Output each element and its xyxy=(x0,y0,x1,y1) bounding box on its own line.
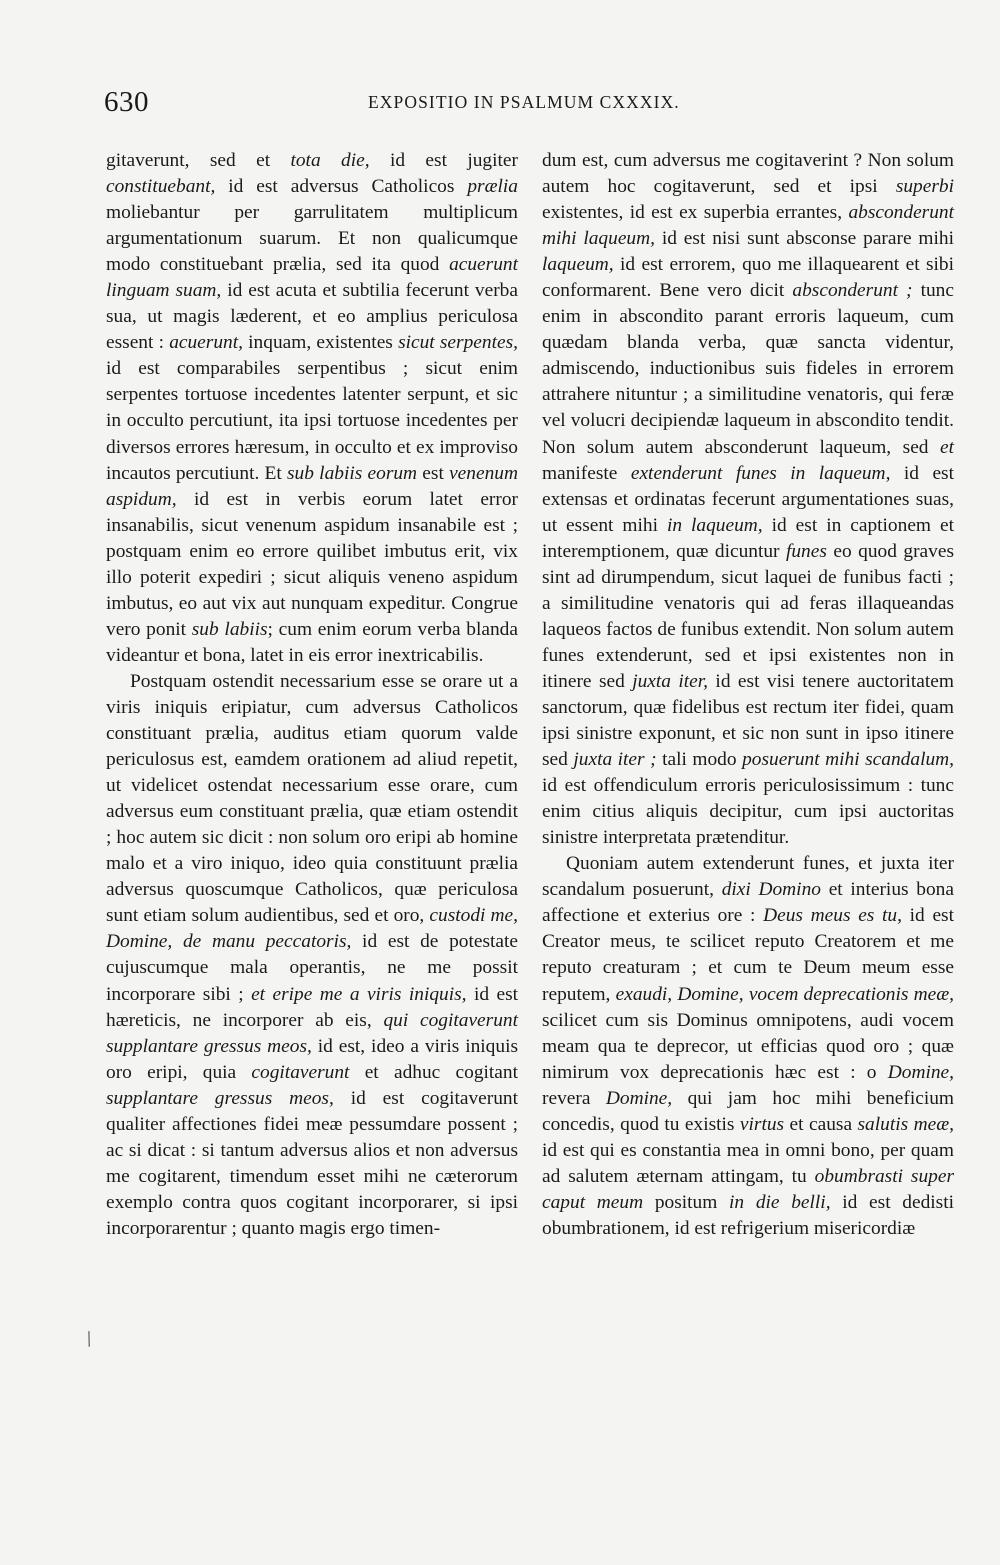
text-run: gitaverunt, sed et xyxy=(106,150,291,171)
italic-run: extenderunt funes in laqueum, xyxy=(630,462,891,484)
italic-run: juxta iter, xyxy=(632,670,709,692)
italic-run: Deus meus es tu, xyxy=(763,905,902,927)
text-run: manifeste xyxy=(542,462,631,484)
italic-run: constituebant, xyxy=(106,176,216,198)
italic-run: prælia xyxy=(467,176,518,198)
text-run: scilicet cum sis Dominus omnipotens, audi vocem meam qua te deprecor, ut efficias quod oro ; quæ nimirum vox deprecationis hæc est : o xyxy=(542,1009,954,1083)
paragraph xyxy=(106,669,518,1242)
text-run: qui jam hoc mihi beneficium concedis, quod tu existis xyxy=(542,1087,954,1135)
text-run: id est jugiter xyxy=(369,150,518,171)
text-run: id est acuta et subtilia fecerunt verba sua, ut magis læderent, et eo amplius periculosa essent : xyxy=(106,280,518,354)
italic-run: qui cogitaverunt supplantare gressus meos, xyxy=(106,1009,518,1057)
text-run: dum est, cum adversus me cogitaverint ? Non solum autem hoc cogitaverunt, sed et ipsi xyxy=(542,150,954,198)
text-run: positum xyxy=(643,1191,730,1213)
italic-run: supplantare gressus meos, xyxy=(106,1087,334,1109)
italic-run: obumbrasti super caput meum xyxy=(542,1165,954,1213)
italic-run: in laqueum, xyxy=(666,514,763,536)
italic-run: acuerunt linguam suam, xyxy=(106,254,518,302)
italic-run: superbi xyxy=(895,176,954,198)
text-run: inquam, existentes xyxy=(242,332,399,354)
pencil-mark: / xyxy=(81,1325,97,1352)
text-run: id est in captionem et interemptionem, quæ dicuntur xyxy=(542,514,954,562)
text-run: id est errorem, quo me illaquearent et sibi conformarent. Bene vero dicit xyxy=(542,254,954,302)
text-run: tali modo xyxy=(656,749,743,771)
text-run: et adhuc cogitant xyxy=(349,1061,518,1083)
italic-run: Domine, xyxy=(887,1061,954,1083)
text-run: Postquam ostendit necessarium esse se orare ut a viris iniquis eripiatur, cum adversus Catholicos constituant prælia, auditus etiam quorum valde periculosus est, eamdem orationem ad aliud repetit, ut videlicet ostendat necessarium esse orare, cum adversus eum constituant prælia, quæ etiam ostendit ; hoc autem sic dicit : non solum oro eripi ab homine malo et a viro iniquo, ideo quia constituunt prælia adversus quoscumque Catholicos, quæ periculosa sunt etiam solum audientibus, sed et oro, xyxy=(106,670,518,927)
italic-run: acuerunt, xyxy=(169,332,243,354)
text-run: moliebantur per garrulitatem multiplicum argumentationum suarum. Et non qualicumque modo constituebant prælia, sed ita quod xyxy=(106,202,518,276)
text-run: existentes, id est ex superbia errantes, xyxy=(542,202,849,224)
text-run: id est hæreticis, ne incorporer ab eis, xyxy=(106,983,519,1031)
text-run: id est qui es constantia mea in omni bono, per quam ad salutem æternam attingam, tu xyxy=(542,1139,954,1187)
text-run: eo quod graves sint ad dirumpendum, sicut laquei de funibus facti ; a similitudine venatoris qui ad feras illaqueandas laqueos factos de funibus extendit. Non solum autem funes extenderunt, sed et ipsi existentes non in itinere sed xyxy=(542,540,954,692)
text-run: id est, ideo a viris iniquis oro eripi, quia xyxy=(106,1035,518,1083)
paragraph xyxy=(106,148,518,669)
text-run: id est extensas et ordinatas fecerunt argumentationes suas, ut essent mihi xyxy=(542,462,954,536)
text-run: et interius bona affectione et exterius ore : xyxy=(542,879,954,927)
italic-run: Domine, xyxy=(605,1087,673,1109)
italic-run: salutis meæ, xyxy=(857,1113,955,1135)
paragraph xyxy=(542,851,954,1242)
text-run: tunc enim in abscondito parant erroris laqueum, cum quædam blanda verba, quæ sancta videntur, admiscendo, inductionibus suis fideles in errorem attrahere nituntur ; a similitudine venatoris, qui feræ vel volucri decipiendæ laqueum in abscondito tendit. Non solum autem absconderunt laqueum, sed xyxy=(542,280,954,458)
italic-run: dixi Domino xyxy=(721,879,821,901)
left-column xyxy=(106,148,518,1242)
italic-run: et eripe me a viris iniquis, xyxy=(251,983,467,1005)
text-run: id est visi tenere auctoritatem sanctorum, quæ fidelibus est rectum iter fidei, quam ipsi sinistre exponunt, et sic non sunt in ipso itinere sed xyxy=(542,670,954,771)
text-run: ; cum enim eorum verba blanda videantur et bona, latet in eis error inextricabilis. xyxy=(106,618,518,666)
italic-run: laqueum, xyxy=(542,254,614,276)
text-run: Quoniam autem extenderunt funes, et juxta iter scandalum posuerunt, xyxy=(542,853,954,901)
italic-run: cogitaverunt xyxy=(251,1061,350,1083)
text-run: id est nisi sunt absconse parare mihi xyxy=(654,228,954,250)
italic-run: sicut serpentes, xyxy=(398,332,518,354)
italic-run: sub labiis eorum xyxy=(287,462,418,484)
text-run: revera xyxy=(542,1087,606,1109)
text-run: id est Creator meus, te scilicet reputo Creatorem et me reputo creaturam ; et cum te Deum meum esse reputem, xyxy=(542,905,954,1005)
paragraph xyxy=(542,148,954,851)
italic-run: funes xyxy=(785,540,827,562)
italic-run: tota die, xyxy=(290,150,370,171)
italic-run: juxta iter ; xyxy=(573,749,657,771)
page-number: 630 xyxy=(104,86,149,118)
italic-run: in die belli, xyxy=(729,1191,831,1213)
text-run: id est de potestate cujuscumque mala operantis, ne me possit incorporare sibi ; xyxy=(106,931,519,1005)
text-run: id est cogitaverunt qualiter affectiones fidei meæ pessumdare possent ; ac si dicat : si tantum adversus alios et non adversus me cogitarent, timendum esset mihi ne cæterorum exemplo contra quos cogitant incorporarer, si ipsi incorporarentur ; quanto magis ergo timen- xyxy=(106,1087,518,1239)
text-run: id est adversus Catholicos xyxy=(215,176,468,198)
italic-run: sub labiis xyxy=(191,618,268,640)
italic-run: absconderunt mihi laqueum, xyxy=(542,202,954,250)
italic-run: virtus xyxy=(739,1113,785,1135)
right-column xyxy=(542,148,954,1242)
text-run: et causa xyxy=(784,1113,858,1135)
italic-run: exaudi, Domine, vocem deprecationis meæ, xyxy=(615,983,954,1005)
italic-run: et xyxy=(940,436,954,458)
running-title: EXPOSITIO IN PSALMUM CXXXIX. xyxy=(368,92,680,112)
text-run: est xyxy=(417,462,450,484)
italic-run: custodi me, Domine, de manu peccatoris, xyxy=(106,905,518,953)
text-run: id est offendiculum erroris periculosissimum : tunc enim citius aliquis decipitur, cum ipsi auctoritas sinistre interpretata prætenditur. xyxy=(542,775,954,849)
text-run: id est dedisti obumbrationem, id est refrigerium misericordiæ xyxy=(542,1191,955,1239)
italic-run: posuerunt mihi scandalum, xyxy=(742,749,954,771)
text-run: id est in verbis eorum latet error insanabilis, sicut venenum aspidum insanabile est ; postquam enim eo errore quilibet imbutus erit, vix illo poterit expediri ; sicut aliquis veneno aspidum imbutus, eo aut vix aut nunquam expeditur. Congrue vero ponit xyxy=(106,488,518,640)
italic-run: venenum aspidum, xyxy=(106,462,518,510)
text-run: id est comparabiles serpentibus ; sicut enim serpentes tortuose incedentes latenter serpunt, et sic in occulto percutiunt, ita ipsi tortuose incedentes per diversos errores hæresum, in occulto et ex improviso incautos percutiunt. Et xyxy=(106,358,518,484)
italic-run: absconderunt ; xyxy=(792,280,913,302)
